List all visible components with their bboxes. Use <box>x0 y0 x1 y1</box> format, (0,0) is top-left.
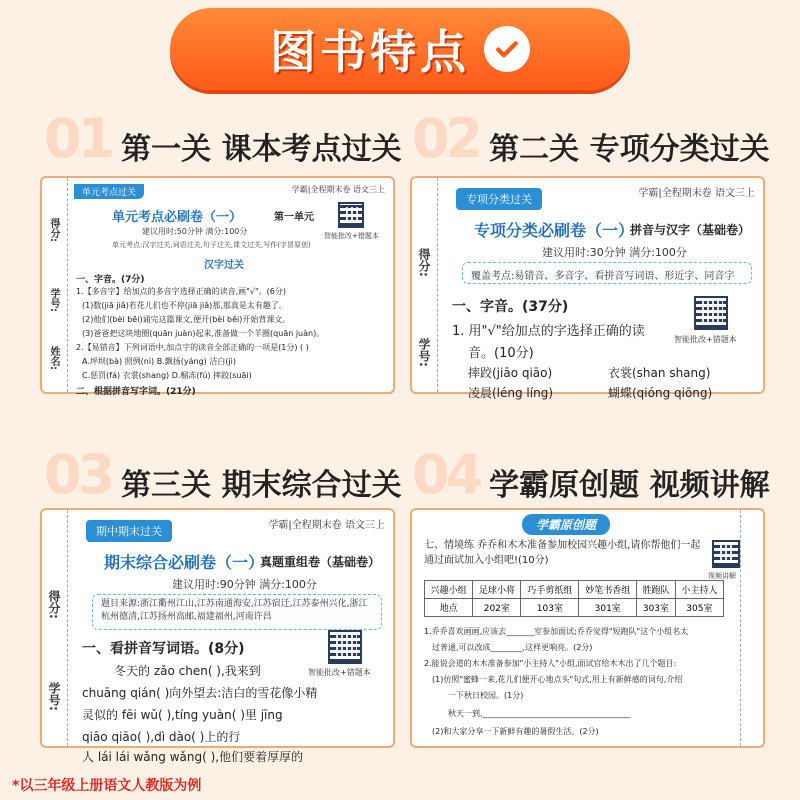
brand-label: 学霸|全程期末卷 语文三上 <box>291 185 385 194</box>
question-line: 摔跤(jiāo qiāo) <box>468 366 553 380</box>
table-cell: 胜跑队 <box>637 581 676 599</box>
question-line: A.坪坝(bà) 照例(nì) B.飘扬(yáng) 洁白(jì) <box>82 357 237 366</box>
table-cell: 305室 <box>675 599 723 617</box>
section-title: 第三关 期末综合过关 <box>121 468 402 503</box>
question-line: 2.能说会道的木木准备参加"小主持人"小组,面试官给木木出了几个题目: <box>424 659 677 668</box>
paper-title: 专项分类必刷卷（一） <box>474 221 635 240</box>
binding-line <box>740 510 741 746</box>
table-cell: 巧手剪纸组 <box>521 581 579 599</box>
gutter-score-label: 得分: <box>417 248 431 277</box>
question-line: (2)他们(bèi bēi)诵完这篇课文,便开(bèi bēi)开始背课文。 <box>82 315 291 324</box>
question-line: 1. 用"√"给加点的字选择正确的读 <box>452 324 645 339</box>
question-line: 过普通,可以改成________,这样更响亮。(2分) <box>432 643 593 652</box>
gutter-name-label: 姓名: <box>48 346 59 370</box>
sample-page-final <box>40 508 395 764</box>
section-number: 04 <box>412 443 480 506</box>
question-line: 衣裳(shan shang) <box>608 366 711 380</box>
table-row <box>425 599 724 617</box>
question-line: 二、根据拼音写字词。(21分) <box>76 387 196 397</box>
gutter-score-label: 得分: <box>48 218 59 242</box>
question-line: qiāo qiāo( ),dì dào( )上的行 <box>82 730 241 744</box>
question-line: 人 lái lái wǎng wǎng( ),他们要着厚厚的 <box>82 750 304 764</box>
table-cell: 妙笔书香组 <box>579 581 637 599</box>
title-banner <box>170 8 630 90</box>
question-line: 音。(10分) <box>468 346 534 361</box>
checkmark-icon <box>484 26 530 72</box>
question-line: 2.【易错音】下列词语中,加点字的读音全部正确的一项是(1分) ( ) <box>76 343 309 352</box>
section-number: 02 <box>412 107 480 170</box>
group-table <box>424 580 724 617</box>
banner-title: 图书特点 <box>270 25 470 79</box>
table-cell: 足球小将 <box>473 581 521 599</box>
section-title: 第二关 专项分类过关 <box>489 132 770 167</box>
qr-code[interactable] <box>712 540 740 568</box>
brand-label: 学霸|全程期末卷 语文三上 <box>638 188 755 199</box>
question-line: 蝴蝶(qióng qiōng) <box>608 386 713 400</box>
section-number: 01 <box>44 107 112 170</box>
question-line: (3)爸爸把这块地圈(quān juàn)起来,准备做一个羊圈(quān juàn)。 <box>82 329 325 338</box>
unit-summary: 单元考点:汉字过关,词语过关,句子过关,课文过关,写作(字冒原创) <box>112 241 311 249</box>
question-line: C.惩罚(fá) 衣裳(shang) D.榴冻(fú) 摔跤(suāi) <box>82 371 252 380</box>
page-tag: 期中期末过关 <box>86 520 172 542</box>
gutter-score-label: 得分: <box>47 590 61 619</box>
question-line: 一、字音。(37分) <box>452 299 569 315</box>
question-line: 一下秋日校园。(1分) <box>448 691 524 700</box>
tip-box <box>462 262 752 284</box>
question-heading <box>424 538 706 568</box>
qr-caption: 智能批改+错题本 <box>308 668 371 677</box>
sample-page-category <box>410 176 765 400</box>
section-heading-2 <box>412 107 770 170</box>
original-badge: 学霸原创题 <box>522 514 610 535</box>
tip-text: 覆盖考点:易错音、多音字、看拼音写词语、形近字、同音字 <box>471 271 735 282</box>
question-line: chuāng qián( )向外望去:洁白的雪花像小精 <box>82 686 318 700</box>
question-line: 一、看拼音写词语。(8分) <box>82 641 245 657</box>
binding-gutter <box>42 178 68 392</box>
question-line: 一、字音。(7分) <box>76 275 145 285</box>
question-line: 1.乔乔喜欢画画,应该去_______室参加面试;乔乔觉得"短跑队"这个小组名太 <box>424 627 689 636</box>
sample-page-original <box>410 508 765 748</box>
paper-title: 期末综合必刷卷（一） <box>104 553 265 572</box>
footnote: *以三年级上册语文人教版为例 <box>12 778 202 794</box>
section-label: 汉字过关 <box>204 260 244 271</box>
question-line: (2)和大家分享一下新鲜有趣的暑假生活。(2分) <box>432 727 599 736</box>
table-cell: 303室 <box>637 599 676 617</box>
gutter-id-label: 学号: <box>47 682 61 711</box>
qr-caption: 视频讲解 <box>708 572 736 580</box>
section-number: 03 <box>44 443 112 506</box>
paper-meta: 建议用时:50分钟 满分:100分 <box>142 227 248 236</box>
question-line: 秋天一到,_____________________________________ <box>448 709 631 718</box>
question-line: 凌晨(léng líng) <box>468 386 554 400</box>
qr-code[interactable] <box>694 296 728 330</box>
tip-text: 题目来源:浙江衢州江山,江苏南通海安,江苏宿迁,江苏泰州兴化,浙江杭州德清,江苏扬州高邮,福建福州,河南许昌 <box>101 599 368 622</box>
section-heading-4 <box>412 443 770 506</box>
section-heading-3 <box>44 443 402 506</box>
section-heading-1 <box>44 107 402 170</box>
question-line: (1)仿照"蜜蜂一来,花儿们便开心地点头"句式,用上有新鲜感的词句,介绍 <box>432 675 683 684</box>
paper-subtitle: 真题重组卷（基础卷） <box>260 555 381 569</box>
paper-unit: 第一单元 <box>274 212 314 223</box>
paper-meta: 建议用时:30分钟 满分:100分 <box>542 246 687 259</box>
section-title: 第一关 课本考点过关 <box>121 132 402 167</box>
qr-caption: 智能批改+错题本 <box>674 335 737 344</box>
brand-label: 学霸|全程期末卷 语文三上 <box>268 520 385 531</box>
gutter-id-label: 学号: <box>48 288 59 312</box>
question-line: 冬天的 zǎo chen( ),我来到 <box>114 664 261 678</box>
page-tag: 单元考点过关 <box>74 184 144 199</box>
paper-meta: 建议用时:90分钟 满分:100分 <box>172 578 317 591</box>
question-heading-text: 七、情境练 乔乔和木木准备参加校园兴趣小组,请你帮他们一起通过面试加入小组吧!(10分) <box>424 540 701 566</box>
qr-code[interactable] <box>338 202 364 228</box>
qr-code[interactable] <box>328 630 362 664</box>
paper-title: 单元考点必刷卷（一） <box>112 210 243 225</box>
table-cell: 202室 <box>473 599 521 617</box>
table-cell: 小主持人 <box>675 581 723 599</box>
sample-page-unit <box>40 176 395 397</box>
tip-box <box>92 594 382 630</box>
gutter-id-label: 学号: <box>417 338 431 367</box>
table-cell: 地点 <box>425 599 473 617</box>
table-cell: 301室 <box>579 599 637 617</box>
question-line: 灵似的 fēi wǔ( ),tíng yuàn( )里 jīng <box>82 708 283 722</box>
paper-subtitle: 拼音与汉字（基础卷） <box>630 223 751 237</box>
binding-gutter <box>42 510 68 746</box>
binding-gutter <box>412 178 438 392</box>
table-row <box>425 581 724 599</box>
table-cell: 103室 <box>521 599 579 617</box>
qr-caption: 智能批改+错题本 <box>324 232 379 240</box>
section-title: 学霸原创题 视频讲解 <box>489 468 770 503</box>
question-line: (1)数(jiā jiǎ)若花儿们也不停(jiā jiǎ)那,那真是太有趣了。 <box>82 301 287 310</box>
page-tag: 专项分类过关 <box>456 188 542 210</box>
question-line: 1.【多音字】给加点的多音字选择正确的读音,画"√"。(6分) <box>76 287 286 296</box>
table-cell: 兴趣小组 <box>425 581 473 599</box>
